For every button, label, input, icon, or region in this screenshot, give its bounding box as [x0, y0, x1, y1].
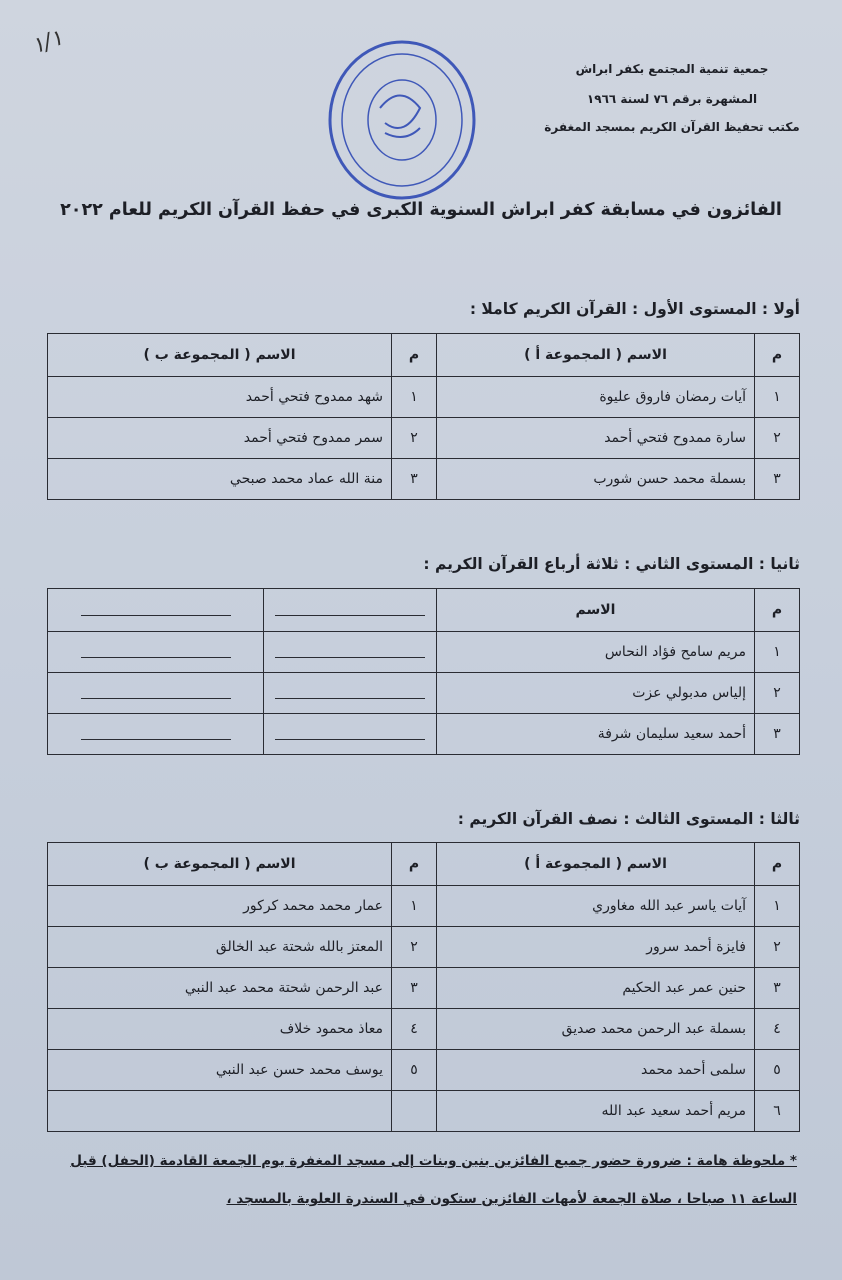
table-row: ٢ إلياس مدبولي عزت [48, 673, 800, 714]
official-stamp [325, 38, 480, 203]
level1-table [47, 333, 800, 500]
level3-heading: ثالثا : المستوى الثالث : نصف القرآن الكريم : [457, 810, 800, 828]
table-row: ٦ مريم أحمد سعيد عبد الله [48, 1091, 800, 1132]
col-num: م [755, 334, 800, 377]
org-name: جمعية تنمية المجتمع بكفر ابراش [575, 62, 769, 76]
office-line: مكتب تحفيظ القرآن الكريم بمسجد المغفرة [544, 120, 800, 134]
table-row: ١ مريم سامح فؤاد النحاس [48, 632, 800, 673]
col-group-a: الاسم ( المجموعة أ ) [437, 334, 755, 377]
table-row: ٣ بسملة محمد حسن شورب ٣ منة الله عماد محمد صبحي [48, 459, 800, 500]
col-num: م [755, 589, 800, 632]
table-row: ٥ سلمى أحمد محمد ٥ يوسف محمد حسن عبد النبي [48, 1050, 800, 1091]
col-group-b: الاسم ( المجموعة ب ) [48, 843, 392, 886]
handwritten-mark: ١/١ [28, 25, 67, 60]
col-num: م [392, 334, 437, 377]
level2-table [47, 588, 800, 755]
table-row: ٢ فايزة أحمد سرور ٢ المعتز بالله شحتة عبد الخالق [48, 927, 800, 968]
col-name: الاسم [437, 589, 755, 632]
level2-heading: ثانيا : المستوى الثاني : ثلاثة أرباع القرآن الكريم : [423, 555, 800, 573]
level3-table [47, 842, 800, 1132]
col-num: م [392, 843, 437, 886]
col-num: م [755, 843, 800, 886]
table-row: ١ آيات ياسر عبد الله مغاوري ١ عمار محمد محمد كركور [48, 886, 800, 927]
important-note: * ملحوظة هامة : ضرورة حضور جميع الفائزين بنين وبنات إلى مسجد المغفرة يوم الجمعة القادمة (الحفل) قبل الساعة ١١ صباحا ، صلاة الجمعة لأمهات الفائزين ستكون في السندرة العلوية بالمسجد ، [70, 1153, 797, 1207]
table-row: ٤ بسملة عبد الرحمن محمد صديق ٤ معاذ محمود خلاف [48, 1009, 800, 1050]
col-group-b: الاسم ( المجموعة ب ) [48, 334, 392, 377]
table-row: ٢ سارة ممدوح فتحي أحمد ٢ سمر ممدوح فتحي أحمد [48, 418, 800, 459]
registration-line: المشهرة برقم ٧٦ لسنة ١٩٦٦ [586, 92, 758, 106]
col-group-a: الاسم ( المجموعة أ ) [437, 843, 755, 886]
level1-heading: أولا : المستوى الأول : القرآن الكريم كاملا : [469, 300, 800, 318]
table-row: ٣ أحمد سعيد سليمان شرفة [48, 714, 800, 755]
table-row: ٣ حنين عمر عبد الحكيم ٣ عبد الرحمن شحتة محمد عبد النبي [48, 968, 800, 1009]
page-title: الفائزون في مسابقة كفر ابراش السنوية الكبرى في حفظ القرآن الكريم للعام ٢٠٢٢ [60, 200, 782, 220]
table-row: ١ آيات رمضان فاروق عليوة ١ شهد ممدوح فتحي أحمد [48, 377, 800, 418]
